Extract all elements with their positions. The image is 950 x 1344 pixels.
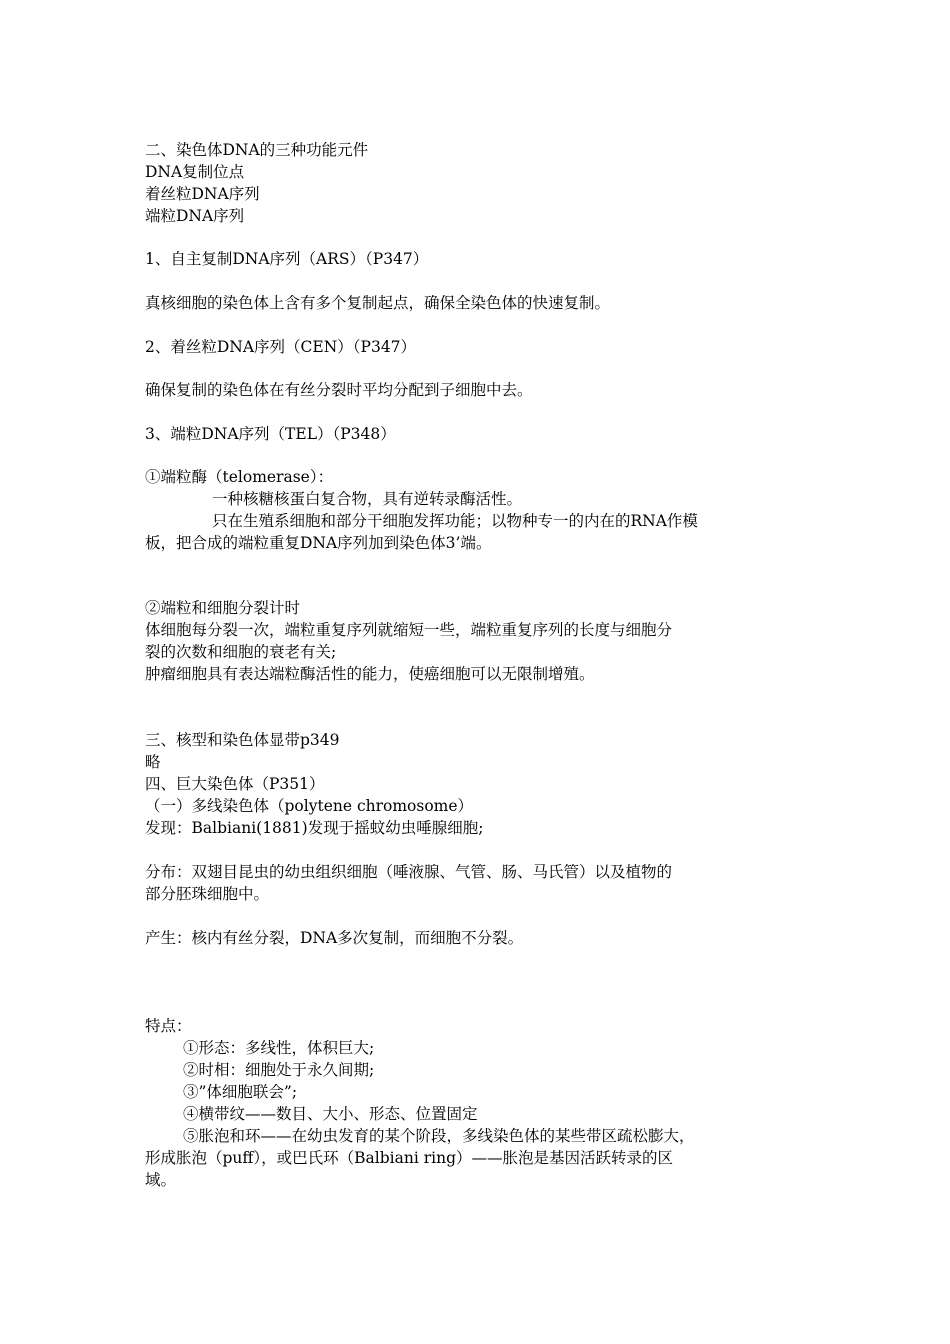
cen-text: 确保复制的染色体在有丝分裂时平均分配到子细胞中去。 xyxy=(145,381,533,399)
section-4-heading: 四、巨大染色体（P351） xyxy=(145,775,325,793)
feature-item: 形成胀泡（puff），或巴氏环（Balbiani ring）——胀泡是基因活跃转录的区 xyxy=(145,1149,674,1167)
origin-text: 产生：核内有丝分裂，DNA多次复制，而细胞不分裂。 xyxy=(145,929,524,947)
distribution-line: 部分胚珠细胞中。 xyxy=(145,885,270,903)
features-heading: 特点： xyxy=(145,1017,192,1035)
cen-heading: 2、着丝粒DNA序列（CEN）（P347） xyxy=(145,338,417,356)
telomere-clock-heading: ②端粒和细胞分裂计时 xyxy=(145,599,301,617)
telomerase-heading: ①端粒酶（telomerase）： xyxy=(145,468,334,486)
list-item: 端粒DNA序列 xyxy=(145,207,245,225)
telomerase-line: 一种核糖核蛋白复合物，具有逆转录酶活性。 xyxy=(212,490,523,508)
feature-item: ②时相：细胞处于永久间期; xyxy=(183,1061,375,1079)
telomere-clock-line: 肿瘤细胞具有表达端粒酶活性的能力，使癌细胞可以无限制增殖。 xyxy=(145,665,595,683)
list-item: DNA复制位点 xyxy=(145,163,245,181)
feature-item: ④横带纹——数目、大小、形态、位置固定 xyxy=(183,1105,478,1123)
feature-item: ⑤胀泡和环——在幼虫发育的某个阶段，多线染色体的某些带区疏松膨大， xyxy=(183,1127,695,1145)
tel-heading: 3、端粒DNA序列（TEL）（P348） xyxy=(145,425,396,443)
feature-item: ①形态：多线性，体积巨大; xyxy=(183,1039,375,1057)
discovery-text: 发现：Balbiani(1881)发现于摇蚊幼虫唾腺细胞; xyxy=(145,819,484,837)
telomere-clock-line: 体细胞每分裂一次，端粒重复序列就缩短一些，端粒重复序列的长度与细胞分 xyxy=(145,621,673,639)
section-3-text: 略 xyxy=(145,753,161,771)
section-3-heading: 三、核型和染色体显带p349 xyxy=(145,731,340,749)
ars-heading: 1、自主复制DNA序列（ARS）（P347） xyxy=(145,250,429,268)
distribution-line: 分布：双翅目昆虫的幼虫组织细胞（唾液腺、气管、肠、马氏管）以及植物的 xyxy=(145,863,673,881)
telomerase-line: 板，把合成的端粒重复DNA序列加到染色体3’端。 xyxy=(145,534,492,552)
ars-text: 真核细胞的染色体上含有多个复制起点，确保全染色体的快速复制。 xyxy=(145,294,611,312)
telomere-clock-line: 裂的次数和细胞的衰老有关; xyxy=(145,643,337,661)
telomerase-line: 只在生殖系细胞和部分干细胞发挥功能；以物种专一的内在的RNA作模 xyxy=(212,512,698,530)
list-item: 着丝粒DNA序列 xyxy=(145,185,260,203)
feature-item: ③”体细胞联会”; xyxy=(183,1083,298,1101)
feature-item: 域。 xyxy=(145,1171,177,1189)
polytene-subheading: （一）多线染色体（polytene chromosome） xyxy=(145,797,474,815)
section-2-heading: 二、染色体DNA的三种功能元件 xyxy=(145,141,369,159)
